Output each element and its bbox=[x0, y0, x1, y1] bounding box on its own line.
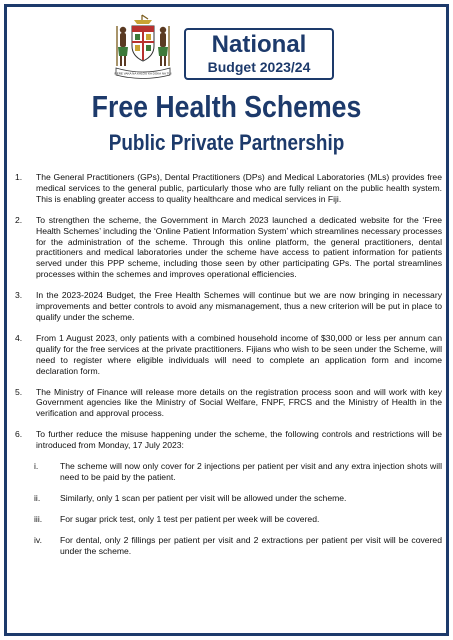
sub-list-item-number: iv. bbox=[34, 534, 42, 545]
list-item-text: The General Practitioners (GPs), Dental Practitioners (DPs) and Medical Laboratories (MLs) provides free medical services to the general public, particularly those who are fully reliant on the public health system. This is enabling greater access to quality healthcare and medical services in Fiji. bbox=[36, 172, 442, 204]
sub-list-item-text: For sugar prick test, only 1 test per patient per week will be covered. bbox=[60, 513, 320, 524]
list-item-number: 1. bbox=[15, 172, 23, 182]
list-item bbox=[14, 387, 442, 420]
list-item bbox=[14, 429, 442, 451]
page-title: Free Health Schemes bbox=[91, 89, 362, 124]
sub-list-item bbox=[14, 535, 442, 557]
list-item-number: 6. bbox=[15, 429, 23, 440]
sub-list-item bbox=[14, 461, 442, 483]
list-item-text: From 1 August 2023, only patients with a combined household income of $30,000 or less per annum can qualify for the free services at the private practitioners. Fijians who wish to be seen under the Scheme, will need to register where eligible individuals will need to complete an application form and income declaration form. bbox=[36, 332, 442, 376]
badge-year-text: Budget 2023/24 bbox=[207, 59, 311, 75]
sub-list-item-text: For dental, only 2 fillings per patient per visit and 2 extractions per patient per visit will be covered under the scheme. bbox=[60, 534, 442, 556]
sub-list-item-number: ii. bbox=[34, 492, 41, 503]
sub-list-item-text: The scheme will now only cover for 2 injections per patient per visit and any extra injection shots will need to be paid by the patient. bbox=[60, 461, 442, 482]
sub-list-item-number: iii. bbox=[34, 513, 43, 524]
national-budget-badge bbox=[184, 28, 334, 80]
sub-list-item-text: Similarly, only 1 scan per patient per visit will be allowed under the scheme. bbox=[60, 492, 347, 503]
list-item-text: To strengthen the scheme, the Government in March 2023 launched a dedicated website for the ‘Free Health Schemes’ including the ‘Online Patient Information System’ which streamlines necessary processes for the administration of the scheme. Through this online platform, the general practitioners, dental practitioners and medical laboratories under the scheme have access to patient information for patients served under this PPP scheme, including those seen by other participating GPs. The portal streamlines processes within the schemes and improves operational efficiencies. bbox=[36, 214, 442, 280]
list-item-text: To further reduce the misuse happening under the scheme, the following controls and restrictions will be introduced from Monday, 17 July 2023: bbox=[36, 429, 442, 451]
list-item bbox=[14, 333, 442, 377]
list-item-text: In the 2023-2024 Budget, the Free Health Schemes will continue but we are now bringing in necessary improvements and better controls to avoid any mismanagement, thus a new criterion will be put in place to qualify under the scheme. bbox=[36, 290, 442, 322]
badge-national-text: National bbox=[211, 31, 307, 58]
sub-list-item bbox=[14, 493, 442, 504]
document-body bbox=[14, 172, 442, 566]
sub-list-item bbox=[14, 514, 442, 525]
sub-list-item-number: i. bbox=[34, 461, 39, 472]
list-item-text: The Ministry of Finance will release more details on the registration process soon and will work with key Government agencies like the Ministry of Social Welfare, FNPF, FRCS and the Ministry of Health in the verification and approval process. bbox=[36, 386, 442, 419]
list-item-number: 2. bbox=[15, 214, 23, 225]
fiji-coat-of-arms-icon bbox=[112, 14, 174, 80]
header bbox=[0, 14, 453, 82]
list-item bbox=[14, 215, 442, 280]
crest-motto: RERE VAKA NA KALOU KA DOKA NA TUI bbox=[114, 71, 172, 76]
list-item bbox=[14, 290, 442, 323]
list-item bbox=[14, 172, 442, 205]
page-subtitle: Public Private Partnership bbox=[108, 130, 345, 155]
list-item-number: 3. bbox=[15, 290, 23, 301]
list-item-number: 4. bbox=[15, 332, 23, 343]
list-item-number: 5. bbox=[15, 386, 23, 397]
